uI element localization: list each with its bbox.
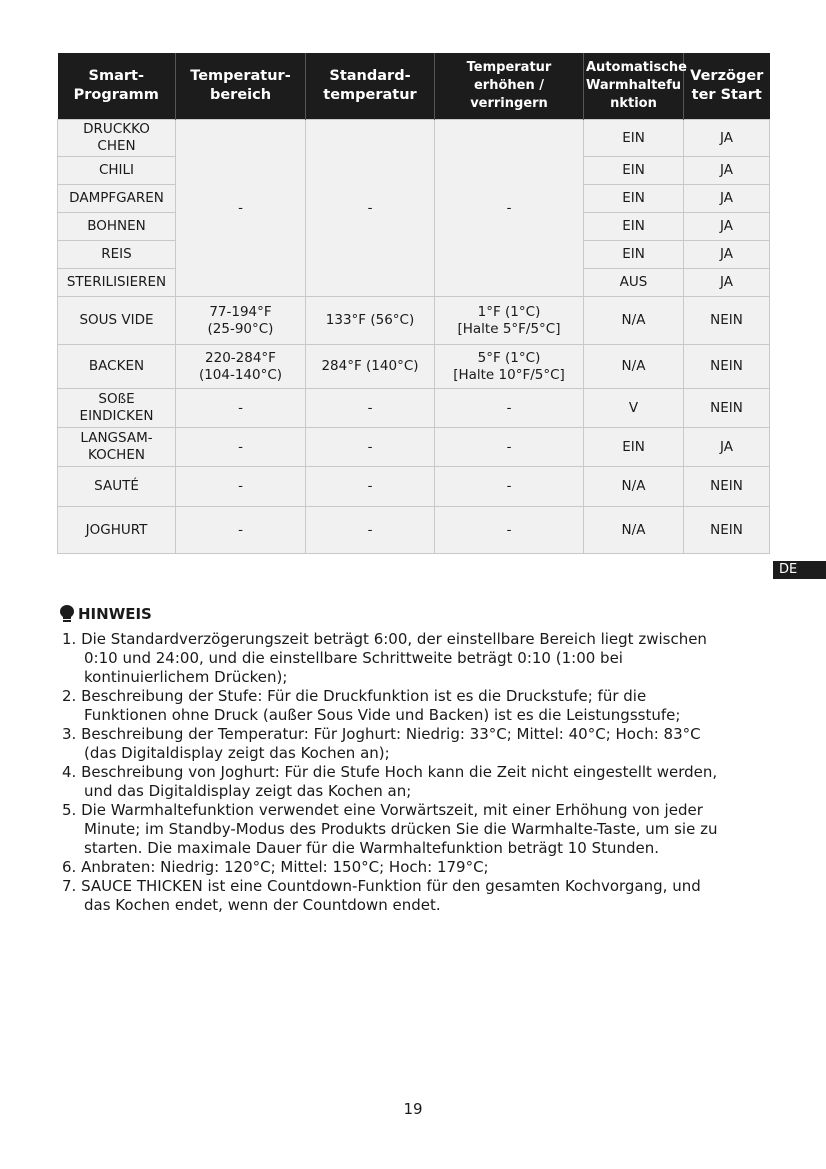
program-name-cell: BOHNEN xyxy=(58,213,176,241)
delayed-start-cell: NEIN xyxy=(684,297,770,345)
note-item: 4. Beschreibung von Joghurt: Für die Stufe Hoch kann die Zeit nicht eingestellt werden, und das Digitaldisplay zeigt das Kochen an; xyxy=(62,763,718,800)
temperature-range-cell: - xyxy=(176,428,306,467)
table-row xyxy=(58,507,770,554)
note-title: HINWEIS xyxy=(78,605,152,623)
temperature-adjust-cell: - xyxy=(435,428,584,467)
header-temperature-range: Temperatur- bereich xyxy=(176,53,306,120)
default-temperature-cell: - xyxy=(306,389,435,428)
program-name-cell: BACKEN xyxy=(58,345,176,389)
program-name-cell: SOUS VIDE xyxy=(58,297,176,345)
table-row xyxy=(58,345,770,389)
program-name-cell: JOGHURT xyxy=(58,507,176,554)
note-item: 6. Anbraten: Niedrig: 120°C; Mittel: 150°C; Hoch: 179°C; xyxy=(62,858,489,876)
temperature-range-cell: 77-194°F (25-90°C) xyxy=(176,297,306,345)
note-item: 1. Die Standardverzögerungszeit beträgt 6:00, der einstellbare Bereich liegt zwischen 0:10 und 24:00, und die einstellbare Schrittweite beträgt 0:10 (1:00 bei kontinuierlichem Drücken); xyxy=(62,630,707,686)
header-temperature-adjust: Temperatur erhöhen / verringern xyxy=(435,53,584,120)
temperature-adjust-cell: - xyxy=(435,507,584,554)
keep-warm-cell: AUS xyxy=(584,269,684,297)
program-name-cell: LANGSAM- KOCHEN xyxy=(58,428,176,467)
keep-warm-cell: EIN xyxy=(584,428,684,467)
page-number: 19 xyxy=(403,1100,423,1118)
program-name-cell: CHILI xyxy=(58,157,176,185)
program-name-cell: DRUCKKO CHEN xyxy=(58,120,176,157)
header-delayed-start: Verzöger ter Start xyxy=(684,53,770,120)
note-item: 2. Beschreibung der Stufe: Für die Druckfunktion ist es die Druckstufe; für die Funktionen ohne Druck (außer Sous Vide und Backen) ist es die Leistungsstufe; xyxy=(62,687,681,724)
keep-warm-cell: EIN xyxy=(584,120,684,157)
keep-warm-cell: N/A xyxy=(584,467,684,507)
header-auto-keep-warm: Automatische Warmhaltefu nktion xyxy=(584,53,684,120)
program-name-cell: STERILISIEREN xyxy=(58,269,176,297)
default-temperature-cell: 284°F (140°C) xyxy=(306,345,435,389)
delayed-start-cell: NEIN xyxy=(684,345,770,389)
keep-warm-cell: V xyxy=(584,389,684,428)
table-row xyxy=(58,467,770,507)
delayed-start-cell: NEIN xyxy=(684,467,770,507)
temperature-adjust-cell: - xyxy=(435,120,584,297)
program-name-cell: SAUTÉ xyxy=(58,467,176,507)
header-default-temperature: Standard- temperatur xyxy=(306,53,435,120)
note-item: 7. SAUCE THICKEN ist eine Countdown-Funktion für den gesamten Kochvorgang, und das Kochen endet, wenn der Countdown endet. xyxy=(62,877,701,914)
temperature-adjust-cell: - xyxy=(435,467,584,507)
note-item: 5. Die Warmhaltefunktion verwendet eine Vorwärtszeit, mit einer Erhöhung von jeder Minute; im Standby-Modus des Produkts drücken Sie die Warmhalte-Taste, um sie zu starten. Die maximale Dauer für die Warmhaltefunktion beträgt 10 Stunden. xyxy=(62,801,718,857)
note-heading xyxy=(60,605,152,623)
table-row xyxy=(58,297,770,345)
temperature-adjust-cell: - xyxy=(435,389,584,428)
temperature-adjust-cell: 1°F (1°C) [Halte 5°F/5°C] xyxy=(435,297,584,345)
temperature-range-cell: - xyxy=(176,467,306,507)
delayed-start-cell: JA xyxy=(684,185,770,213)
delayed-start-cell: JA xyxy=(684,241,770,269)
default-temperature-cell: - xyxy=(306,120,435,297)
delayed-start-cell: NEIN xyxy=(684,507,770,554)
language-tab: DE xyxy=(773,561,826,579)
note-item: 3. Beschreibung der Temperatur: Für Joghurt: Niedrig: 33°C; Mittel: 40°C; Hoch: 83°C (das Digitaldisplay zeigt das Kochen an); xyxy=(62,725,701,762)
temperature-range-cell: - xyxy=(176,389,306,428)
keep-warm-cell: N/A xyxy=(584,507,684,554)
keep-warm-cell: EIN xyxy=(584,185,684,213)
table-row xyxy=(58,428,770,467)
keep-warm-cell: EIN xyxy=(584,241,684,269)
smart-program-table xyxy=(57,53,770,554)
note-list xyxy=(62,630,774,915)
temperature-range-cell: - xyxy=(176,507,306,554)
delayed-start-cell: JA xyxy=(684,157,770,185)
delayed-start-cell: JA xyxy=(684,428,770,467)
header-smart-program: Smart- Programm xyxy=(58,53,176,120)
keep-warm-cell: N/A xyxy=(584,345,684,389)
delayed-start-cell: JA xyxy=(684,120,770,157)
temperature-adjust-cell: 5°F (1°C) [Halte 10°F/5°C] xyxy=(435,345,584,389)
delayed-start-cell: NEIN xyxy=(684,389,770,428)
temperature-range-cell: - xyxy=(176,120,306,297)
table-row xyxy=(58,389,770,428)
program-name-cell: SOßE EINDICKEN xyxy=(58,389,176,428)
default-temperature-cell: - xyxy=(306,467,435,507)
keep-warm-cell: EIN xyxy=(584,213,684,241)
delayed-start-cell: JA xyxy=(684,213,770,241)
table-header-row xyxy=(58,53,770,120)
table-row xyxy=(58,120,770,157)
program-name-cell: REIS xyxy=(58,241,176,269)
lightbulb-icon xyxy=(60,605,74,623)
keep-warm-cell: N/A xyxy=(584,297,684,345)
program-name-cell: DAMPFGAREN xyxy=(58,185,176,213)
default-temperature-cell: 133°F (56°C) xyxy=(306,297,435,345)
default-temperature-cell: - xyxy=(306,507,435,554)
default-temperature-cell: - xyxy=(306,428,435,467)
delayed-start-cell: JA xyxy=(684,269,770,297)
temperature-range-cell: 220-284°F (104-140°C) xyxy=(176,345,306,389)
keep-warm-cell: EIN xyxy=(584,157,684,185)
